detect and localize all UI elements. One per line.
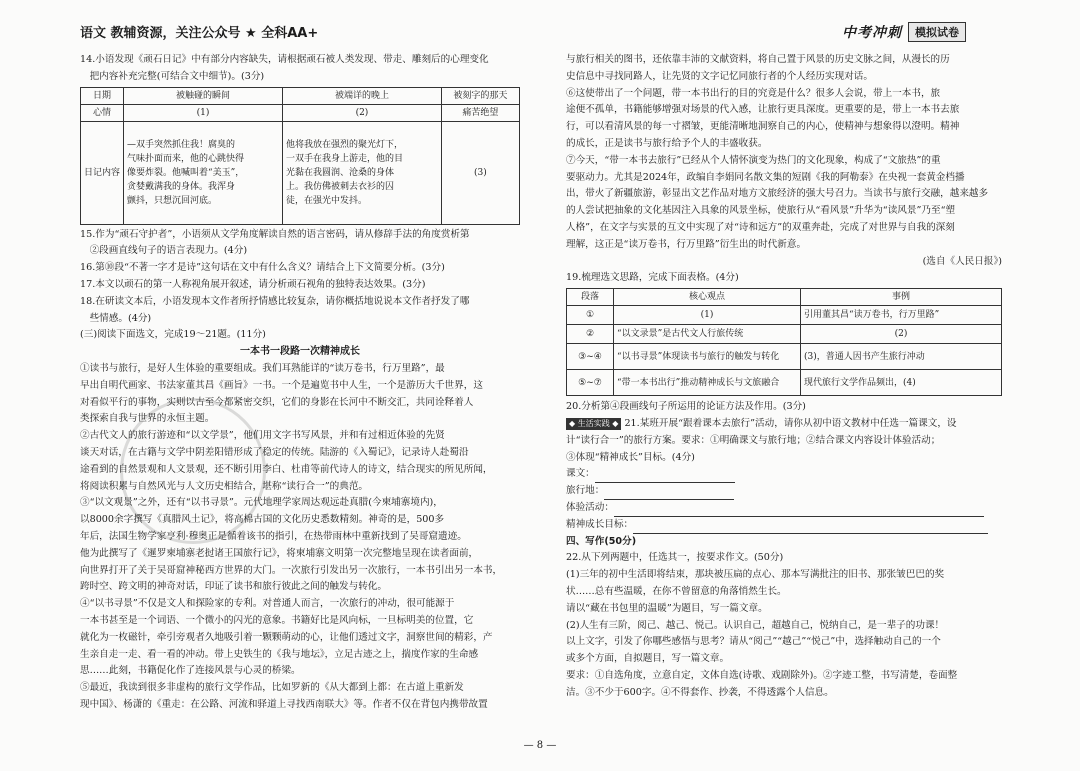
text-line: 一本书甚至是一个词语、一个微小的闪光的意象。书籍好比是风向标，一旦标明美的位置，它 [80,614,474,626]
text-line: (2)人生有三阶，阅己、越己、悦己。认识自己，超越自己，悦纳自己，是一辈子的功课！ [566,619,945,631]
text-line: 向世界打开了关于吴哥窟神秘西方世界的大门。一次旅行引发出另一次旅行，一本书引出另一本书， [80,564,503,576]
question-15-line1: 15.作为“顽石守护者”，小语须从文学角度解读自然的语言密码，请从修辞手法的角度赏析第 [80,228,470,240]
answer-line[interactable] [595,471,735,483]
answer-line[interactable] [614,505,984,517]
text-line: 以上文字，引发了你哪些感悟与思考？请从“阅己”“越己”“悦己”中，选择触动自己的一个 [566,636,941,648]
table-header: 被刻字的那天 [441,87,519,104]
table-cell: ② [567,325,614,344]
answer-line[interactable] [604,488,734,500]
text-line: 出，带火了新疆旅游，彰显出文艺作品对地方文旅经济的强大号召力。当读书与旅行交融，越来越多 [566,188,989,200]
text-line: 要驱动力。尤其是2024年，政编自李娟同名散文集的短剧《我的阿勒泰》在央视一套黄金档播 [566,171,965,183]
text-line: 谈天对话，在古籍与文学中阴差阳错形成了稳定的传统。陆游的《入蜀记》，记录诗人赴蜀沿 [80,446,469,458]
article-body-left [80,361,520,714]
question-18-line2: 些情感。(4分) [89,312,152,324]
text-line: 以8000余字撰写《真腊风土记》，将高棉古国的文化历史悉数精刻。神奇的是，500多 [80,514,445,526]
text-line: 人格”，在文字与实景的互文中实现了对“诗和远方”的双重奔赴，完成了对世界与自我的深刻 [566,221,955,233]
text-line: ④“以书寻景”不仅是文人和探险家的专利。对普通人而言，一次旅行的冲动，很可能源于 [80,598,455,610]
text-line: 史信息中寻找同路人，让先贤的文字记忆同旅行者的个人经历实现对话。 [566,70,873,82]
table-cell: 引用董其昌“读万卷书，行万里路” [801,306,1002,325]
diary-content-1: —双手突然抓住我！腐臭的 气味扑面而来，他的心跳快得 像要炸裂。他喊叫着“美玉”， 贪婪戴满我的身体。我浑身 颤抖，只想沉回河底。 [124,121,283,224]
table-header: 被触碰的瞬间 [124,87,283,104]
table-header: 被端详的晚上 [283,87,442,104]
table-cell: ③~④ [567,344,614,370]
mood-blank-1: (1) [124,104,283,121]
table-cell: “以文录景”是古代文人行旅传统 [614,325,801,344]
text-line: 类探索自我与世界的永恒主题。 [80,413,215,425]
left-column [80,52,520,714]
answer-field-destination: 旅行地： [566,483,1002,500]
question-14-line1: 14.小语发现《顽石日记》中有部分内容缺失，请根据顽石被人类发现、带走、雕刻后的心理变化 [80,54,489,65]
content-label: 日记内容 [81,121,124,224]
outline-table [566,288,1002,396]
text-line: ⑦今天，“带一本书去旅行”已经从个人情怀演变为热门的文化现象，构成了“文旅热”的重 [566,154,941,166]
diary-table [80,87,520,225]
table-header: 日期 [81,87,124,104]
article-body-right [566,52,1002,254]
mood-label: 心情 [81,104,124,121]
question-21-line1: ◆ 生活实践 ◆ 21.某班开展“跟着课本去旅行”活动，请你从初中语文教材中任选一篇课文，设 [566,416,1002,433]
answer-field-goal: 精神成长目标： [566,517,1002,534]
article-title: 一本书一段路一次精神成长 [240,346,360,358]
article-source: (选自《人民日报》) [922,255,1002,267]
text-line: 就化为一枚磁针，牵引旁观者久地吸引着一颗颗萌动的心，让他们透过文字，洞察世间的精彩，产 [80,631,493,643]
text-line: ⑤最近，我读到很多非虚构的旅行文学作品，比如罗新的《从大都到上都：在古道上重新发 [80,682,464,694]
table-header: 段落 [567,289,614,306]
question-16: 16.第⑩段“不著一字才是诗”这句话在文中有什么含义？请结合上下文简要分析。(3分) [80,262,445,274]
mood-blank-2: (2) [283,104,442,121]
question-14-line2: 把内容补充完整(可结合文中细节)。(3分) [89,70,265,82]
text-line: (1)三年的初中生活即将结束，那块被压扁的点心、那本写满批注的旧书、那张皱巴巴的奖 [566,569,945,581]
question-19: 19.梳理选文思路，完成下面表格。(4分) [566,272,739,284]
answer-field-text: 课文： [566,466,1002,483]
text-line: 将阅读积累与自然风光与人文历史相结合，堪称“读行合一”的典范。 [80,480,369,492]
section-4-heading: 四、写作(50分) [566,535,637,547]
text-line: 年后，法国生物学家亨利·穆奥正是循着该书的指引，在热带雨林中重新找到了吴哥窟遗迹。 [80,530,467,542]
text-line: ①读书与旅行，是好人生体验的重要组成。我们耳熟能详的“读万卷书，行万里路”，最 [80,362,445,374]
text-line: 要求：①自选角度，立意自定，文体自选(诗歌、戏剧除外)。②字迹工整，书写清楚，卷面整 [566,669,958,681]
page-number: — 8 — [523,740,557,751]
text-line: ③“以文观景”之外，还有“以书寻景”。元代地理学家周达观远赴真腊(今柬埔寨境内)， [80,497,443,509]
question-18-line1: 18.在研读文本后，小语发现本文作者所抒情感比较复杂，请你概括地说说本文作者抒发了哪 [80,295,470,307]
table-cell: “以书寻景”体现读书与旅行的触发与转化 [614,344,801,370]
text-line: ②古代文人的旅行游迹和“以文学景”，他们用文字书写风景，并和有过相近体验的先贤 [80,430,445,442]
diary-content-2: 他将我放在强烈的聚光灯下， 一双手在我身上游走，他的目 光黏在我圆润、沧桑的身体 上。我仿佛被刺去衣衫的囚 徒，在强光中发抖。 [283,121,442,224]
text-line: 与旅行相关的图书，还依靠丰沛的文献资料，将自己置于风景的历史文脉之间，从漫长的历 [566,54,950,65]
life-practice-tag: ◆ 生活实践 ◆ [566,418,621,430]
table-cell: ⑤~⑦ [567,370,614,396]
text-line: 思……此刻，书籍促化作了连接风景与心灵的桥梁。 [80,665,301,677]
table-cell: “带一本书出行”推动精神成长与文旅融合 [614,370,801,396]
text-line: 途看到的自然景观和人文景观，还不断引用李白、杜甫等前代诗人的诗文，结合现实的所见所闻， [80,463,493,475]
question-20: 20.分析第④段画线句子所运用的论证方法及作用。(3分) [566,401,806,413]
table-cell-blank: (2) [801,325,1002,344]
diary-content-blank-3: (3) [441,121,519,224]
text-line: 现中国》、杨潇的《重走：在公路、河流和驿道上寻找西南联大》等。作者不仅在背包内携带故置 [80,698,488,710]
text-line: 洁。③不少于600字。④不得套作、抄袭，不得透露个人信息。 [566,686,834,698]
section-3-heading: (三)阅读下面选文，完成19～21题。(11分) [80,329,266,341]
question-22: 22.从下列两题中，任选其一，按要求作文。(50分) [566,552,784,564]
text-line: 途便不孤单，书籍能够增强对场景的代入感，让旅行更具深度。更重要的是，带上一本书去旅 [566,104,960,116]
question-21-line2: 计“读行合一”的旅行方案。要求：①明确课文与旅行地；②结合课文内容设计体验活动； [566,434,941,446]
paper-type-badge: 模拟试卷 [908,22,966,42]
text-line: ⑥这使带出了一个问题，带一本书出行的目的究竟是什么？很多人会说，带上一本书，旅 [566,87,941,99]
table-cell: ① [567,306,614,325]
table-cell-blank: (1) [614,306,801,325]
text-line: 对看似平行的事物，实则以古至今都紧密交织，它们的身影在长河中不断交汇，共同诠释着人 [80,396,474,408]
text-line: 生亲自走一走、看一看的冲动。带上史铁生的《我与地坛》，立足古迹之上，揣度作家的生命感 [80,648,479,660]
brand-logo: 中考冲刺 [842,25,902,41]
header-brand-block [836,21,1018,43]
right-column [566,52,1002,702]
question-15-line2: ②段画直线句子的语言表现力。(4分) [89,245,248,257]
text-line: 或多个方面，自拟题目，写一篇文章。 [566,653,730,665]
text-line: 的人尝试把抽象的文化基因注入具象的风景坐标，使旅行从“看风景”升华为“读风景”乃至“塑 [566,205,956,217]
writing-prompts [566,567,1002,701]
text-line: 跨时空、跨文明的神奇对话，印证了读书和旅行彼此之间的触发与转化。 [80,581,387,593]
text-line: 早出自明代画家、书法家董其昌《画旨》一书。一个是遍览书中人生，一个是游历大千世界，这 [80,379,483,391]
text-line: 他为此撰写了《暹罗柬埔寨老挝诸王国旅行记》，将柬埔寨文明第一次完整地呈现在读者面前， [80,547,479,559]
text-line: 理解，这正是“读万卷书，行万里路”衍生出的时代新意。 [566,238,807,250]
text-line: 状……总有些温暖，在你不曾留意的角落悄然生长。 [566,585,787,597]
table-header: 事例 [801,289,1002,306]
answer-field-activity: 体验活动： [566,500,1002,517]
text-line: 请以“藏在书包里的温暖”为题目，写一篇文章。 [566,602,768,614]
header-source: 语文 教辅资源，关注公众号 ★ 全科AA+ [80,26,319,41]
text-line: 行，可以看清风景的每一寸褶皱，更能清晰地洞察自己的内心，使精神与想象得以澄明。精神 [566,121,960,133]
question-17: 17.本文以顽石的第一人称视角展开叙述，请分析顽石视角的独特表达效果。(3分) [80,278,426,290]
table-cell: 现代旅行文学作品频出，(4) [801,370,1002,396]
question-21-line3: ③体现“精神成长”目标。(4分) [566,451,695,463]
mood-value-3: 痛苦绝望 [441,104,519,121]
table-header: 核心观点 [614,289,801,306]
text-line: 的成长，正是读书与旅行给予个人的丰盛收获。 [566,137,768,149]
table-cell: (3)，普通人因书产生旅行冲动 [801,344,1002,370]
answer-line[interactable] [633,522,988,534]
